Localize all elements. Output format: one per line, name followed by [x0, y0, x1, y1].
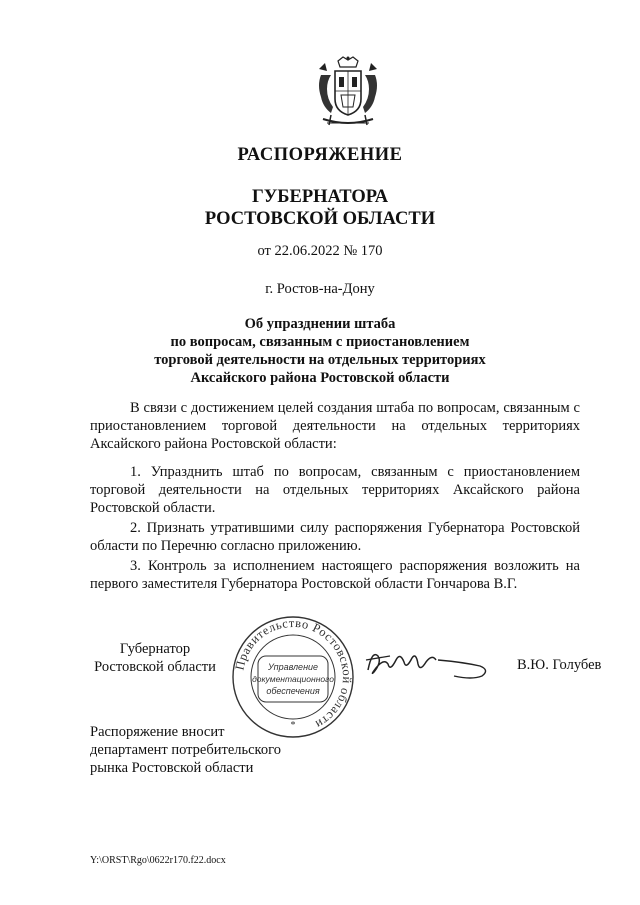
handwritten-signature-icon — [362, 642, 492, 682]
signatory-position-line-1: Губернатор — [119, 641, 191, 657]
document-type-title: РАСПОРЯЖЕНИЕ — [237, 145, 403, 165]
subject-line-3: торговой деятельности на отдельных территориях — [154, 352, 486, 368]
signatory-position-line-2: Ростовской области — [94, 659, 216, 675]
city: г. Ростов-на-Дону — [265, 281, 375, 297]
stamp-inner-line-3: обеспечения — [266, 686, 320, 696]
introducer-line-3: рынка Ростовской области — [90, 760, 254, 776]
stamp-inner-line-1: Управление — [267, 662, 319, 672]
coat-of-arms-icon — [313, 55, 383, 130]
subject-heading — [0, 315, 640, 387]
item-3-paragraph: 3. Контроль за исполнением настоящего распоряжения возложить на первого заместителя Губернатора Ростовской области Гончарова В.Г. — [90, 558, 580, 592]
file-path: Y:\ORST\Rgo\0622r170.f22.docx — [90, 855, 226, 866]
subject-line-2: по вопросам, связанным с приостановлением — [170, 334, 470, 350]
date-number: от 22.06.2022 № 170 — [257, 243, 383, 259]
svg-text:*: * — [290, 720, 296, 731]
stamp-inner-line-2: документационного — [252, 674, 334, 684]
item-1-paragraph: 1. Упразднить штаб по вопросам, связанным с приостановлением торговой деятельности на отдельных территориях Аксайского района Ростовской области. — [90, 464, 580, 516]
stamp-outer-text: Правительство Ростовской области — [232, 615, 355, 732]
introducer-block — [90, 723, 281, 777]
preamble-paragraph: В связи с достижением целей создания штаба по вопросам, связанным с приостановлением торговой деятельности на отдельных территориях Аксайского района Ростовской области: — [90, 400, 580, 452]
signatory-name: В.Ю. Голубев — [517, 657, 602, 673]
subject-line-4: Аксайского района Ростовской области — [190, 370, 450, 386]
introducer-line-2: департамент потребительского — [90, 742, 281, 758]
signatory-position — [90, 640, 220, 676]
introducer-line-1: Распоряжение вносит — [90, 724, 225, 740]
issuer-line-1: ГУБЕРНАТОРА — [251, 187, 389, 207]
subject-line-1: Об упразднении штаба — [244, 316, 396, 332]
issuer-line-2: РОСТОВСКОЙ ОБЛАСТИ — [204, 209, 436, 229]
official-stamp — [230, 614, 356, 740]
issuer-heading — [0, 186, 640, 230]
item-2-paragraph: 2. Признать утратившими силу распоряжения Губернатора Ростовской области по Перечню согласно приложению. — [90, 520, 580, 554]
